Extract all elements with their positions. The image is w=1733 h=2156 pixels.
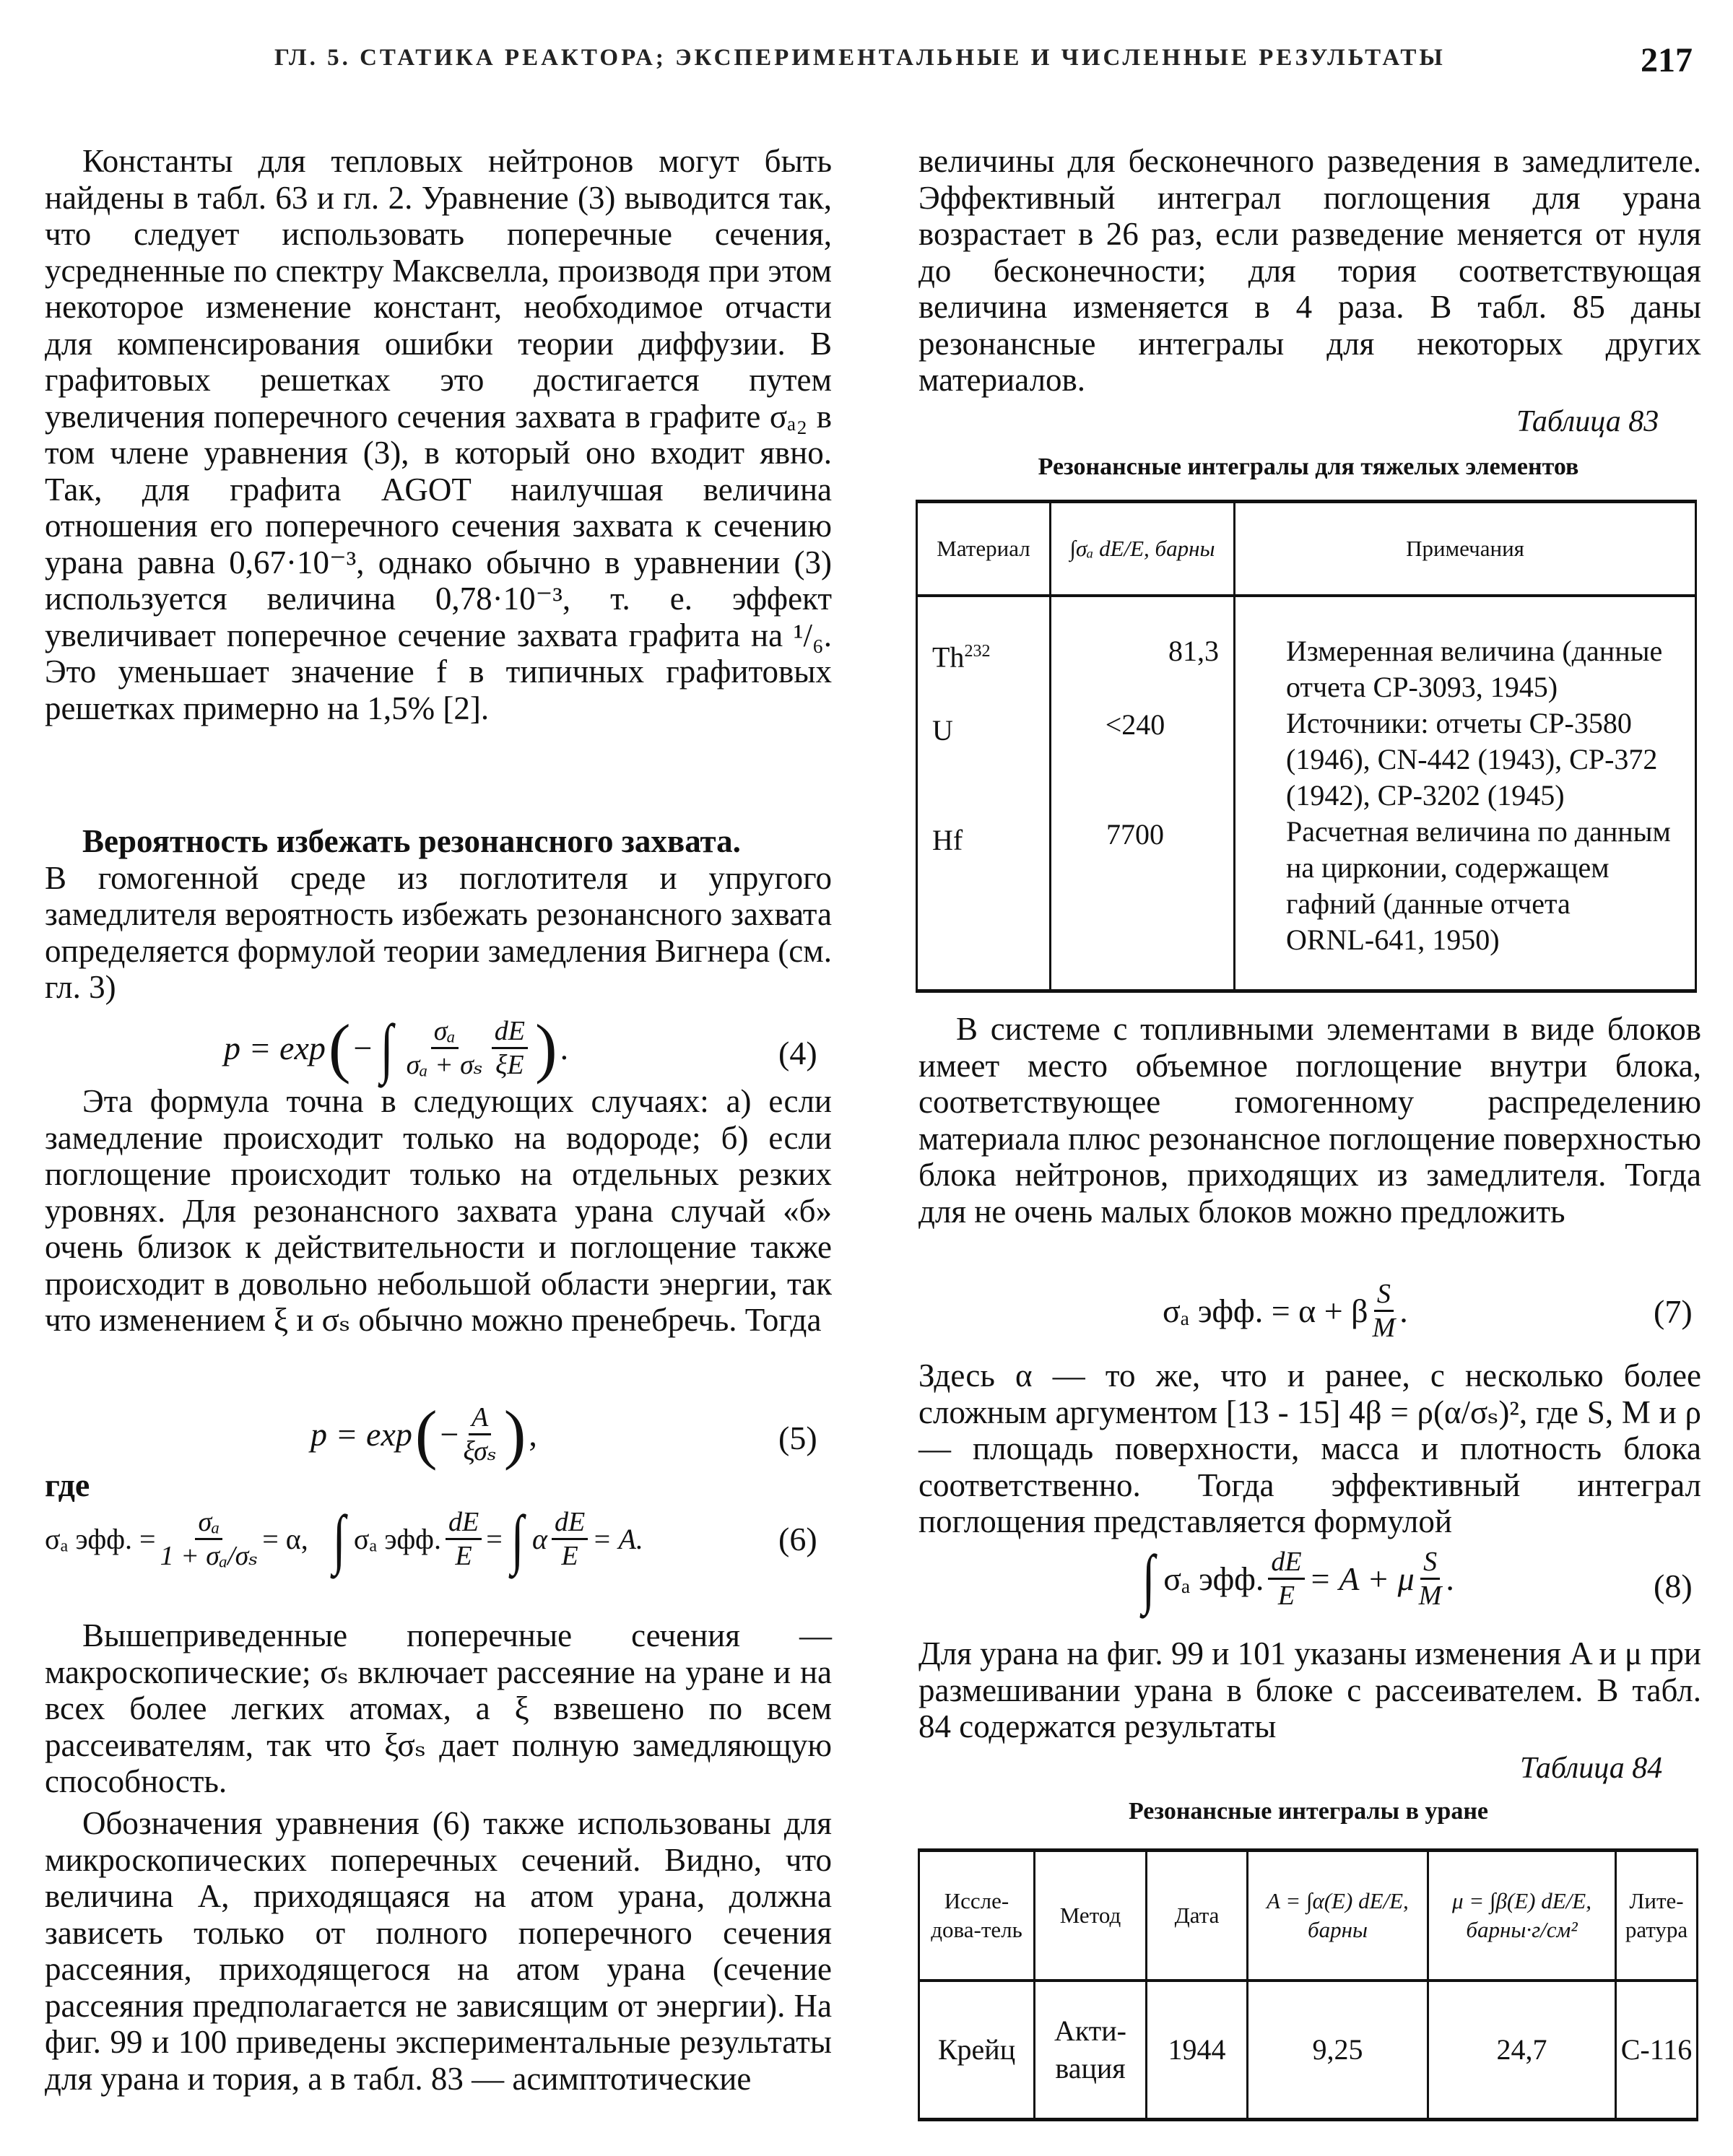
equation-number: (8) xyxy=(1654,1568,1693,1604)
fraction-denominator: ξE xyxy=(495,1049,524,1080)
running-header: ГЛ. 5. СТАТИКА РЕАКТОРА; ЭКСПЕРИМЕНТАЛЬНЫЕ И ЧИСЛЕННЫЕ РЕЗУЛЬТАТЫ xyxy=(274,45,1446,71)
fraction-numerator: σₐ xyxy=(195,1506,222,1540)
column-header: μ = ∫β(E) dE/E, барны·г/см² xyxy=(1428,1851,1616,1981)
formula-text: . xyxy=(1399,1292,1408,1329)
section-heading: Вероятность избежать резонансного захвата. xyxy=(82,823,741,859)
fraction-denominator: M xyxy=(1418,1580,1442,1611)
a-value-cell: 9,25 xyxy=(1248,1981,1428,2120)
formula-text: σₐ эфф. = xyxy=(45,1522,156,1555)
table-row xyxy=(917,596,1696,991)
method-cell: Акти-вация xyxy=(1035,1981,1147,2120)
isotope-number: 232 xyxy=(964,641,991,661)
table-84-caption: Таблица 84 xyxy=(1520,1752,1663,1785)
table-84 xyxy=(918,1848,1698,2121)
column-header: Материал xyxy=(917,502,1051,596)
value-cell: 7700 xyxy=(1106,817,1164,851)
paragraph-text: В гомогенной среде из поглотителя и упругого замедлителя вероятность избежать резонансного захвата определяется формулой теории замедления Вигнера (см. гл. 3) xyxy=(45,859,832,1005)
fraction-denominator: ξσₛ xyxy=(463,1435,497,1466)
paragraph-text: величины для бесконечного разведения в замедлителе. Эффективный интеграл поглощения для урана возрастает в 26 раз, если разведение меняется от нуля до бесконечности; для тория соответствующая величина изменяется в 4 раза. В табл. 85 даны резонансные интегралы для некоторых других материалов. xyxy=(918,143,1701,398)
note-line: гафний (данные отчета xyxy=(1286,887,1571,920)
fraction-denominator: M xyxy=(1372,1313,1396,1343)
fraction-numerator: σₐ xyxy=(431,1015,459,1049)
fraction-numerator: dE xyxy=(552,1506,588,1540)
formula-text: σₐ эфф. = α + β xyxy=(1163,1292,1368,1329)
paragraph-text: Эта формула точна в следующих случаях: а) если замедление происходит только на водороде; б) если поглощение происходит только на отдельных резких уровнях. Для резонансного захвата урана случай «б» очень близок к действительности и поглощение также происходит в довольно небольшой области энергии, так что изменением ξ и σₛ обычно можно пренебречь. Тогда xyxy=(45,1083,832,1338)
equation-5: p = exp ( − $\frac{A}{\text{ξσₛ}}$ ) , xyxy=(310,1397,537,1471)
paragraph-text: Вышеприведенные поперечные сечения — макроскопические; σₛ включает рассеяние на уране и на всех более легких атомах, а ξ взвешено по всем рассеивателям, так что ξσₛ дает полную замедляющую способность. xyxy=(45,1617,832,1799)
left-section xyxy=(45,823,832,1006)
right-paragraph-4 xyxy=(918,1635,1701,1745)
column-header: Дата xyxy=(1147,1851,1248,1981)
column-header: Иссле-дова-тель xyxy=(919,1851,1035,1981)
equation-7 xyxy=(1163,1278,1408,1344)
where-label: где xyxy=(45,1466,90,1503)
note-line: Расчетная величина по данным xyxy=(1286,814,1671,848)
equation-number: (6) xyxy=(778,1521,817,1557)
formula-text: = xyxy=(486,1522,503,1555)
fraction-numerator: dE xyxy=(446,1506,482,1540)
date-cell: 1944 xyxy=(1147,1981,1248,2120)
note-line: Источники: отчеты CP-3580 xyxy=(1286,706,1632,739)
table-row xyxy=(919,1981,1698,2120)
column-header: Примечания xyxy=(1235,502,1696,596)
material-cell: Th xyxy=(932,640,965,673)
formula-text: . xyxy=(1446,1560,1454,1597)
formula-text: − xyxy=(353,1029,373,1066)
mu-value-cell: 24,7 xyxy=(1428,1981,1616,2120)
fraction-denominator: E xyxy=(561,1540,578,1571)
fraction-numerator: S xyxy=(1420,1546,1440,1580)
value-cell: 81,3 xyxy=(1168,634,1219,667)
note-line: отчета CP-3093, 1945) xyxy=(1286,670,1558,703)
material-cell: Hf xyxy=(932,823,963,856)
fraction-numerator: dE xyxy=(1268,1546,1304,1580)
fraction-denominator: E xyxy=(455,1540,472,1571)
formula-text: σₐ эфф. xyxy=(1163,1560,1264,1597)
right-paragraph-1 xyxy=(918,143,1701,399)
column-header: Лите-ратура xyxy=(1616,1851,1698,1981)
formula-text: σₐ эфф. xyxy=(353,1522,441,1555)
equation-8: ∫ σₐ эфф. $\frac{dE}{E}$ = A + μ $\frac{S}{M}$ . xyxy=(1142,1542,1454,1615)
fraction-denominator: E xyxy=(1277,1580,1295,1611)
right-paragraph-3 xyxy=(918,1357,1701,1540)
formula-text: α xyxy=(531,1522,547,1555)
right-paragraph-2 xyxy=(918,1011,1701,1230)
left-paragraph-3 xyxy=(45,1083,832,1339)
left-paragraph-5 xyxy=(45,1805,832,2097)
left-paragraph-4 xyxy=(45,1617,832,1800)
column-header: A = ∫α(E) dE/E, барны xyxy=(1248,1851,1428,1981)
column-header: ∫σₐ dE/E, барны xyxy=(1051,502,1235,596)
formula-text: . xyxy=(560,1029,569,1066)
table-83 xyxy=(916,500,1697,993)
table-83-title: Резонансные интегралы для тяжелых элементов xyxy=(1038,453,1579,480)
fraction-denominator: 1 + σₐ/σₛ xyxy=(160,1540,259,1571)
paragraph-text: Здесь α — то же, что и ранее, с несколько более сложным аргументом [13 - 15] 4β = ρ(α/σₛ)², где S, M и ρ — площадь поверхности, масса и плотность блока соответственно. Тогда эффективный интеграл поглощения представляется формулой xyxy=(918,1357,1701,1539)
note-line: (1942), CP-3202 (1945) xyxy=(1286,778,1565,812)
fraction-denominator: σₐ + σₛ xyxy=(406,1049,483,1080)
note-line: на цирконии, содержащем xyxy=(1286,851,1610,884)
left-paragraph-1 xyxy=(45,143,832,726)
formula-text: − xyxy=(440,1415,459,1453)
paragraph-text: В системе с топливными элементами в виде блоков имеет место объемное поглощение внутри блока, соответствующее гомогенному распределению материала плюс резонансное поглощение поверхностью блока нейтронов, приходящих из замедлителя. Тогда для не очень малых блоков можно предложить xyxy=(918,1011,1701,1230)
formula-text: = α, xyxy=(262,1522,308,1555)
paragraph-text: Обозначения уравнения (6) также использованы для микроскопических поперечных сечений. Видно, что величина A, приходящаяся на атом урана, должна зависеть только от полного поперечного сечения рассеяния, приходящегося на атом урана (сечение рассеяния предполагается не зависящим от энергии). На фиг. 99 и 100 приведены экспериментальные результаты для урана и тория, а в табл. 83 — асимптотические xyxy=(45,1805,832,2097)
reference-cell: C-116 xyxy=(1616,1981,1698,2120)
fraction-numerator: S xyxy=(1374,1278,1394,1312)
equation-number: (4) xyxy=(778,1035,817,1072)
equation-number: (7) xyxy=(1654,1293,1693,1330)
column-header: Метод xyxy=(1035,1851,1147,1981)
formula-text: p = exp xyxy=(310,1415,412,1453)
material-cell: U xyxy=(932,713,953,747)
formula-text: , xyxy=(529,1415,537,1453)
formula-text: = A + μ xyxy=(1308,1560,1415,1597)
table-84-title: Резонансные интегралы в уране xyxy=(1128,1798,1489,1825)
fraction-numerator: dE xyxy=(492,1015,528,1049)
note-line: Измеренная величина (данные xyxy=(1286,634,1663,667)
table-83-caption: Таблица 83 xyxy=(1516,405,1659,438)
equation-4: p = exp ( − ∫ $\frac{\text{σₐ}}{\text{σₐ + σₛ}}$ $\frac{dE}{\xi E}$ ) . xyxy=(224,1011,569,1084)
page-number: 217 xyxy=(1641,41,1693,79)
paragraph-text: Константы для тепловых нейтронов могут быть найдены в табл. 63 и гл. 2. Уравнение (3) выводится так, что следует использовать поперечные сечения, усредненные по спектру Максвелла, производя при этом некоторое изменение констант, необходимое отчасти для компенсирования ошибки теории диффузии. В графитовых решетках это достигается путем увеличения поперечного сечения захвата в графите σₐ₂ в том члене уравнения (3), в который оно входит явно. Так, для графита AGOT наилучшая величина отношения его поперечного сечения захвата к сечению урана равна 0,67·10⁻³, однако обычно в уравнении (3) используется величина 0,78·10⁻³, т. е. эффект увеличивает поперечное сечение захвата графита на ¹/₆. Это уменьшает значение f в типичных графитовых решетках примерно на 1,5% [2]. xyxy=(45,143,832,726)
note-line: (1946), CN-442 (1943), CP-372 xyxy=(1286,742,1658,775)
note-line: ORNL-641, 1950) xyxy=(1286,923,1500,956)
paragraph-text: Для урана на фиг. 99 и 101 указаны изменения A и μ при размешивании урана в блоке с рассеивателем. В табл. 84 содержатся результаты xyxy=(918,1635,1701,1744)
equation-number: (5) xyxy=(778,1420,817,1456)
formula-text: = A. xyxy=(592,1522,643,1555)
researcher-cell: Крейц xyxy=(919,1981,1035,2120)
equation-6: σₐ эфф. = $\frac{\text{σₐ}}{\text{1 + σₐ/σₛ}}$ = α, ∫ σₐ эфф. $\frac{dE}{E}$ = ∫ α $\frac{dE}{E}$ = A. xyxy=(45,1502,643,1575)
fraction-numerator: A xyxy=(469,1401,491,1435)
formula-text: p = exp xyxy=(224,1029,326,1066)
value-cell: <240 xyxy=(1105,708,1165,741)
